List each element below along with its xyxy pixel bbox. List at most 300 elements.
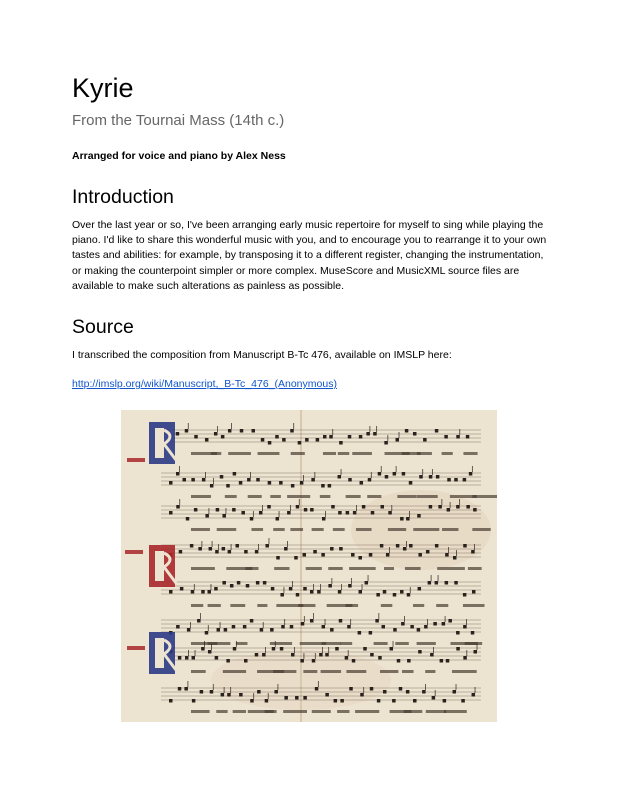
- note: [338, 475, 342, 479]
- text-scribble: [191, 710, 210, 713]
- note: [396, 544, 400, 548]
- note: [426, 550, 430, 554]
- note: [209, 547, 213, 551]
- text-scribble: [265, 710, 277, 713]
- note: [205, 631, 209, 635]
- note: [268, 481, 272, 485]
- text-scribble: [251, 528, 263, 531]
- text-scribble: [328, 567, 342, 570]
- note: [406, 517, 410, 521]
- note: [202, 478, 206, 482]
- marginal-label: [125, 550, 143, 554]
- note: [340, 699, 344, 703]
- note: [359, 435, 363, 439]
- note: [378, 472, 382, 476]
- note: [409, 544, 413, 548]
- note: [239, 481, 243, 485]
- note: [313, 550, 317, 554]
- note: [205, 514, 209, 518]
- note: [290, 429, 294, 433]
- note: [366, 432, 370, 436]
- note: [284, 696, 288, 700]
- text-scribble: [413, 604, 424, 607]
- text-scribble: [216, 710, 227, 713]
- note: [215, 550, 219, 554]
- note: [377, 699, 381, 703]
- note: [388, 511, 392, 515]
- note: [371, 511, 375, 515]
- text-scribble: [270, 642, 292, 645]
- note: [263, 581, 267, 585]
- note: [222, 514, 226, 518]
- note: [241, 511, 245, 515]
- note: [298, 441, 302, 445]
- note: [348, 478, 352, 482]
- text-scribble: [468, 567, 482, 570]
- text-scribble: [283, 710, 307, 713]
- note: [338, 590, 342, 594]
- note: [338, 511, 342, 515]
- text-scribble: [417, 452, 432, 455]
- note: [230, 584, 234, 588]
- note: [233, 472, 237, 476]
- note: [316, 438, 320, 442]
- text-scribble: [233, 710, 246, 713]
- note: [191, 590, 195, 594]
- note: [180, 587, 184, 591]
- text-scribble: [395, 642, 409, 645]
- note: [222, 547, 226, 551]
- note: [274, 690, 278, 694]
- note: [315, 687, 319, 691]
- note: [424, 625, 428, 629]
- text-scribble: [306, 567, 322, 570]
- note: [215, 656, 219, 660]
- note: [183, 478, 187, 482]
- note: [255, 653, 259, 657]
- note: [456, 631, 460, 635]
- note: [317, 590, 321, 594]
- note: [271, 587, 275, 591]
- note: [473, 508, 477, 512]
- note: [456, 505, 460, 509]
- note: [433, 622, 437, 626]
- note: [240, 429, 244, 433]
- text-scribble: [217, 528, 237, 531]
- note: [237, 581, 241, 585]
- note: [469, 472, 473, 476]
- note: [220, 475, 224, 479]
- note: [235, 544, 239, 548]
- note: [443, 699, 447, 703]
- text-scribble: [321, 670, 341, 673]
- note: [312, 659, 316, 663]
- note: [428, 581, 432, 585]
- note: [260, 628, 264, 632]
- note: [461, 699, 465, 703]
- text-scribble: [381, 604, 392, 607]
- note: [259, 511, 263, 515]
- note: [463, 478, 467, 482]
- text-scribble: [397, 495, 416, 498]
- note: [429, 505, 433, 509]
- note: [380, 505, 384, 509]
- note: [250, 619, 254, 623]
- note: [378, 656, 382, 660]
- note: [334, 699, 338, 703]
- note: [446, 659, 450, 663]
- note: [348, 435, 352, 439]
- text-scribble: [416, 495, 437, 498]
- note: [178, 656, 182, 660]
- note: [268, 441, 272, 445]
- note: [187, 628, 191, 632]
- note: [232, 508, 236, 512]
- note: [272, 647, 276, 651]
- note: [295, 696, 299, 700]
- text-scribble: [472, 495, 497, 498]
- note: [417, 514, 421, 518]
- note: [226, 659, 230, 663]
- note: [252, 429, 256, 433]
- note: [228, 429, 232, 433]
- text-scribble: [191, 567, 215, 570]
- note: [382, 625, 386, 629]
- note: [323, 435, 327, 439]
- text-scribble: [333, 528, 345, 531]
- text-scribble: [273, 670, 296, 673]
- source-paragraph: I transcribed the composition from Manuscript B-Tc 476, available on IMSLP here:: [72, 349, 452, 361]
- text-scribble: [367, 495, 381, 498]
- note: [448, 619, 452, 623]
- note: [445, 581, 449, 585]
- note: [169, 590, 173, 594]
- note: [296, 593, 300, 597]
- text-scribble: [337, 710, 349, 713]
- note: [360, 693, 364, 697]
- note: [471, 550, 475, 554]
- text-scribble: [312, 528, 324, 531]
- note: [310, 619, 314, 623]
- text-scribble: [345, 604, 358, 607]
- note: [192, 656, 196, 660]
- note: [463, 656, 467, 660]
- note: [463, 593, 467, 597]
- introduction-heading: Introduction: [72, 186, 174, 208]
- note: [339, 619, 343, 623]
- imslp-link[interactable]: http://imslp.org/wiki/Manuscript,_B-Tc_476_(Anonymous): [72, 378, 337, 390]
- note: [463, 544, 467, 548]
- note: [169, 699, 173, 703]
- note: [383, 590, 387, 594]
- text-scribble: [452, 670, 477, 673]
- note: [399, 687, 403, 691]
- note: [436, 475, 440, 479]
- text-scribble: [225, 495, 237, 498]
- text-scribble: [340, 642, 352, 645]
- note: [296, 505, 300, 509]
- note: [194, 435, 198, 439]
- text-scribble: [374, 642, 388, 645]
- note: [369, 553, 373, 557]
- note: [210, 484, 214, 488]
- note: [310, 590, 314, 594]
- note: [397, 659, 401, 663]
- note: [311, 478, 315, 482]
- note: [301, 622, 305, 626]
- note: [281, 625, 285, 629]
- text-scribble: [273, 528, 284, 531]
- note: [275, 435, 279, 439]
- note: [176, 472, 180, 476]
- note: [418, 650, 422, 654]
- note: [365, 581, 369, 585]
- note: [304, 508, 308, 512]
- note: [294, 556, 298, 560]
- note: [325, 653, 329, 657]
- text-scribble: [312, 710, 331, 713]
- note: [191, 478, 195, 482]
- note: [345, 656, 349, 660]
- note: [407, 593, 411, 597]
- note: [402, 472, 406, 476]
- note: [328, 584, 332, 588]
- note: [256, 478, 260, 482]
- note: [331, 505, 335, 509]
- note: [200, 690, 204, 694]
- note: [169, 481, 173, 485]
- note: [444, 435, 448, 439]
- note: [300, 481, 304, 485]
- note: [435, 544, 439, 548]
- note: [417, 628, 421, 632]
- note: [410, 625, 414, 629]
- note: [407, 659, 411, 663]
- document-subtitle: From the Tournai Mass (14th c.): [72, 112, 285, 129]
- note: [244, 550, 248, 554]
- manuscript-image: [121, 410, 497, 722]
- note: [233, 647, 237, 651]
- note: [300, 659, 304, 663]
- note: [373, 432, 377, 436]
- note: [169, 511, 173, 515]
- note: [276, 517, 280, 521]
- source-heading: Source: [72, 316, 134, 338]
- note: [226, 484, 230, 488]
- text-scribble: [258, 452, 280, 455]
- text-scribble: [228, 452, 251, 455]
- note: [396, 438, 400, 442]
- text-scribble: [405, 567, 421, 570]
- text-scribble: [442, 528, 458, 531]
- note: [205, 438, 209, 442]
- text-scribble: [291, 452, 305, 455]
- note: [210, 690, 214, 694]
- note: [255, 550, 258, 554]
- note: [358, 631, 362, 635]
- note: [256, 581, 260, 585]
- note: [198, 547, 202, 551]
- note: [335, 647, 339, 651]
- introduction-paragraph: Over the last year or so, I've been arranging early music repertoire for myself to sing while playing the piano. I'd like to share this wonderful music with you, and to encourage you to rearrange it to your own tastes and abilities: for example, by transposing it to a different register, changing the instrumentation, or making the counterpoint simpler or more complex. MuseScore and MusicXML source files are available to make such alterations as painless as possible.: [72, 219, 547, 292]
- note: [321, 484, 325, 488]
- note: [208, 650, 212, 654]
- marginal-label: [127, 458, 145, 462]
- text-scribble: [349, 567, 376, 570]
- note: [265, 544, 269, 548]
- text-scribble: [426, 710, 446, 713]
- note: [176, 505, 180, 509]
- note: [270, 628, 274, 632]
- text-scribble: [442, 452, 453, 455]
- text-scribble: [417, 642, 436, 645]
- text-scribble: [413, 528, 439, 531]
- note: [447, 478, 451, 482]
- note: [447, 508, 451, 512]
- text-scribble: [208, 604, 221, 607]
- note: [454, 581, 458, 585]
- note: [291, 484, 295, 488]
- text-scribble: [321, 642, 340, 645]
- note: [179, 550, 183, 554]
- text-scribble: [402, 670, 414, 673]
- note: [453, 690, 457, 694]
- note: [418, 553, 422, 557]
- text-scribble: [257, 604, 267, 607]
- text-scribble: [352, 452, 372, 455]
- note: [224, 628, 228, 632]
- note: [214, 432, 218, 436]
- note: [250, 699, 254, 703]
- text-scribble: [323, 452, 336, 455]
- note: [386, 553, 390, 557]
- note: [393, 628, 397, 632]
- note: [325, 693, 329, 697]
- text-scribble: [236, 642, 247, 645]
- note: [418, 587, 422, 591]
- note: [413, 432, 417, 436]
- note: [430, 653, 434, 657]
- text-scribble: [208, 642, 231, 645]
- note: [353, 511, 357, 515]
- note: [349, 687, 353, 691]
- note: [393, 472, 397, 476]
- note: [201, 590, 205, 594]
- note: [445, 553, 449, 557]
- note: [194, 508, 198, 512]
- text-scribble: [338, 452, 349, 455]
- note: [207, 590, 211, 594]
- text-scribble: [223, 670, 246, 673]
- text-scribble: [290, 528, 303, 531]
- note: [463, 625, 467, 629]
- note: [184, 687, 188, 691]
- note: [392, 699, 396, 703]
- note: [265, 699, 269, 703]
- text-scribble: [356, 528, 372, 531]
- note: [435, 429, 439, 433]
- note: [362, 505, 366, 509]
- note: [280, 647, 284, 651]
- text-scribble: [465, 642, 483, 645]
- note: [261, 438, 265, 442]
- note: [284, 547, 288, 551]
- note: [217, 628, 221, 632]
- note: [400, 517, 404, 521]
- note: [352, 659, 356, 663]
- note: [243, 625, 247, 629]
- note: [347, 625, 351, 629]
- note: [369, 631, 373, 635]
- note: [176, 625, 180, 629]
- note: [400, 590, 404, 594]
- note: [413, 699, 417, 703]
- note: [403, 547, 407, 551]
- note: [438, 505, 442, 509]
- note: [239, 693, 243, 697]
- text-scribble: [270, 495, 281, 498]
- note: [401, 622, 405, 626]
- note: [368, 478, 372, 482]
- note: [262, 653, 266, 657]
- note: [267, 505, 271, 509]
- note: [472, 693, 476, 697]
- note: [393, 593, 397, 597]
- note: [176, 432, 180, 436]
- note: [390, 647, 394, 651]
- text-scribble: [346, 495, 361, 498]
- note: [453, 556, 457, 560]
- note: [346, 511, 350, 515]
- note: [221, 435, 225, 439]
- note: [303, 553, 307, 557]
- note: [385, 475, 389, 479]
- text-scribble: [425, 670, 435, 673]
- note: [197, 619, 201, 623]
- note: [178, 687, 182, 691]
- note: [214, 587, 218, 591]
- note: [287, 511, 291, 515]
- note: [303, 587, 307, 591]
- note: [186, 517, 190, 521]
- text-scribble: [248, 495, 262, 498]
- note: [339, 547, 343, 551]
- note: [351, 553, 355, 557]
- note: [406, 690, 410, 694]
- note: [185, 656, 189, 660]
- note: [329, 435, 333, 439]
- text-scribble: [463, 604, 485, 607]
- text-scribble: [444, 710, 467, 713]
- text-scribble: [230, 604, 245, 607]
- note: [328, 484, 332, 488]
- note: [228, 550, 232, 554]
- note: [380, 544, 384, 548]
- note: [422, 690, 426, 694]
- text-scribble: [298, 604, 315, 607]
- marginal-label: [127, 646, 145, 650]
- text-scribble: [436, 604, 448, 607]
- note: [359, 590, 363, 594]
- note: [358, 556, 362, 560]
- note: [190, 544, 194, 548]
- note: [222, 581, 226, 585]
- note: [221, 693, 225, 697]
- note: [280, 593, 284, 597]
- capital-k-blue-gap: [155, 428, 164, 458]
- note: [466, 505, 470, 509]
- text-scribble: [404, 710, 423, 713]
